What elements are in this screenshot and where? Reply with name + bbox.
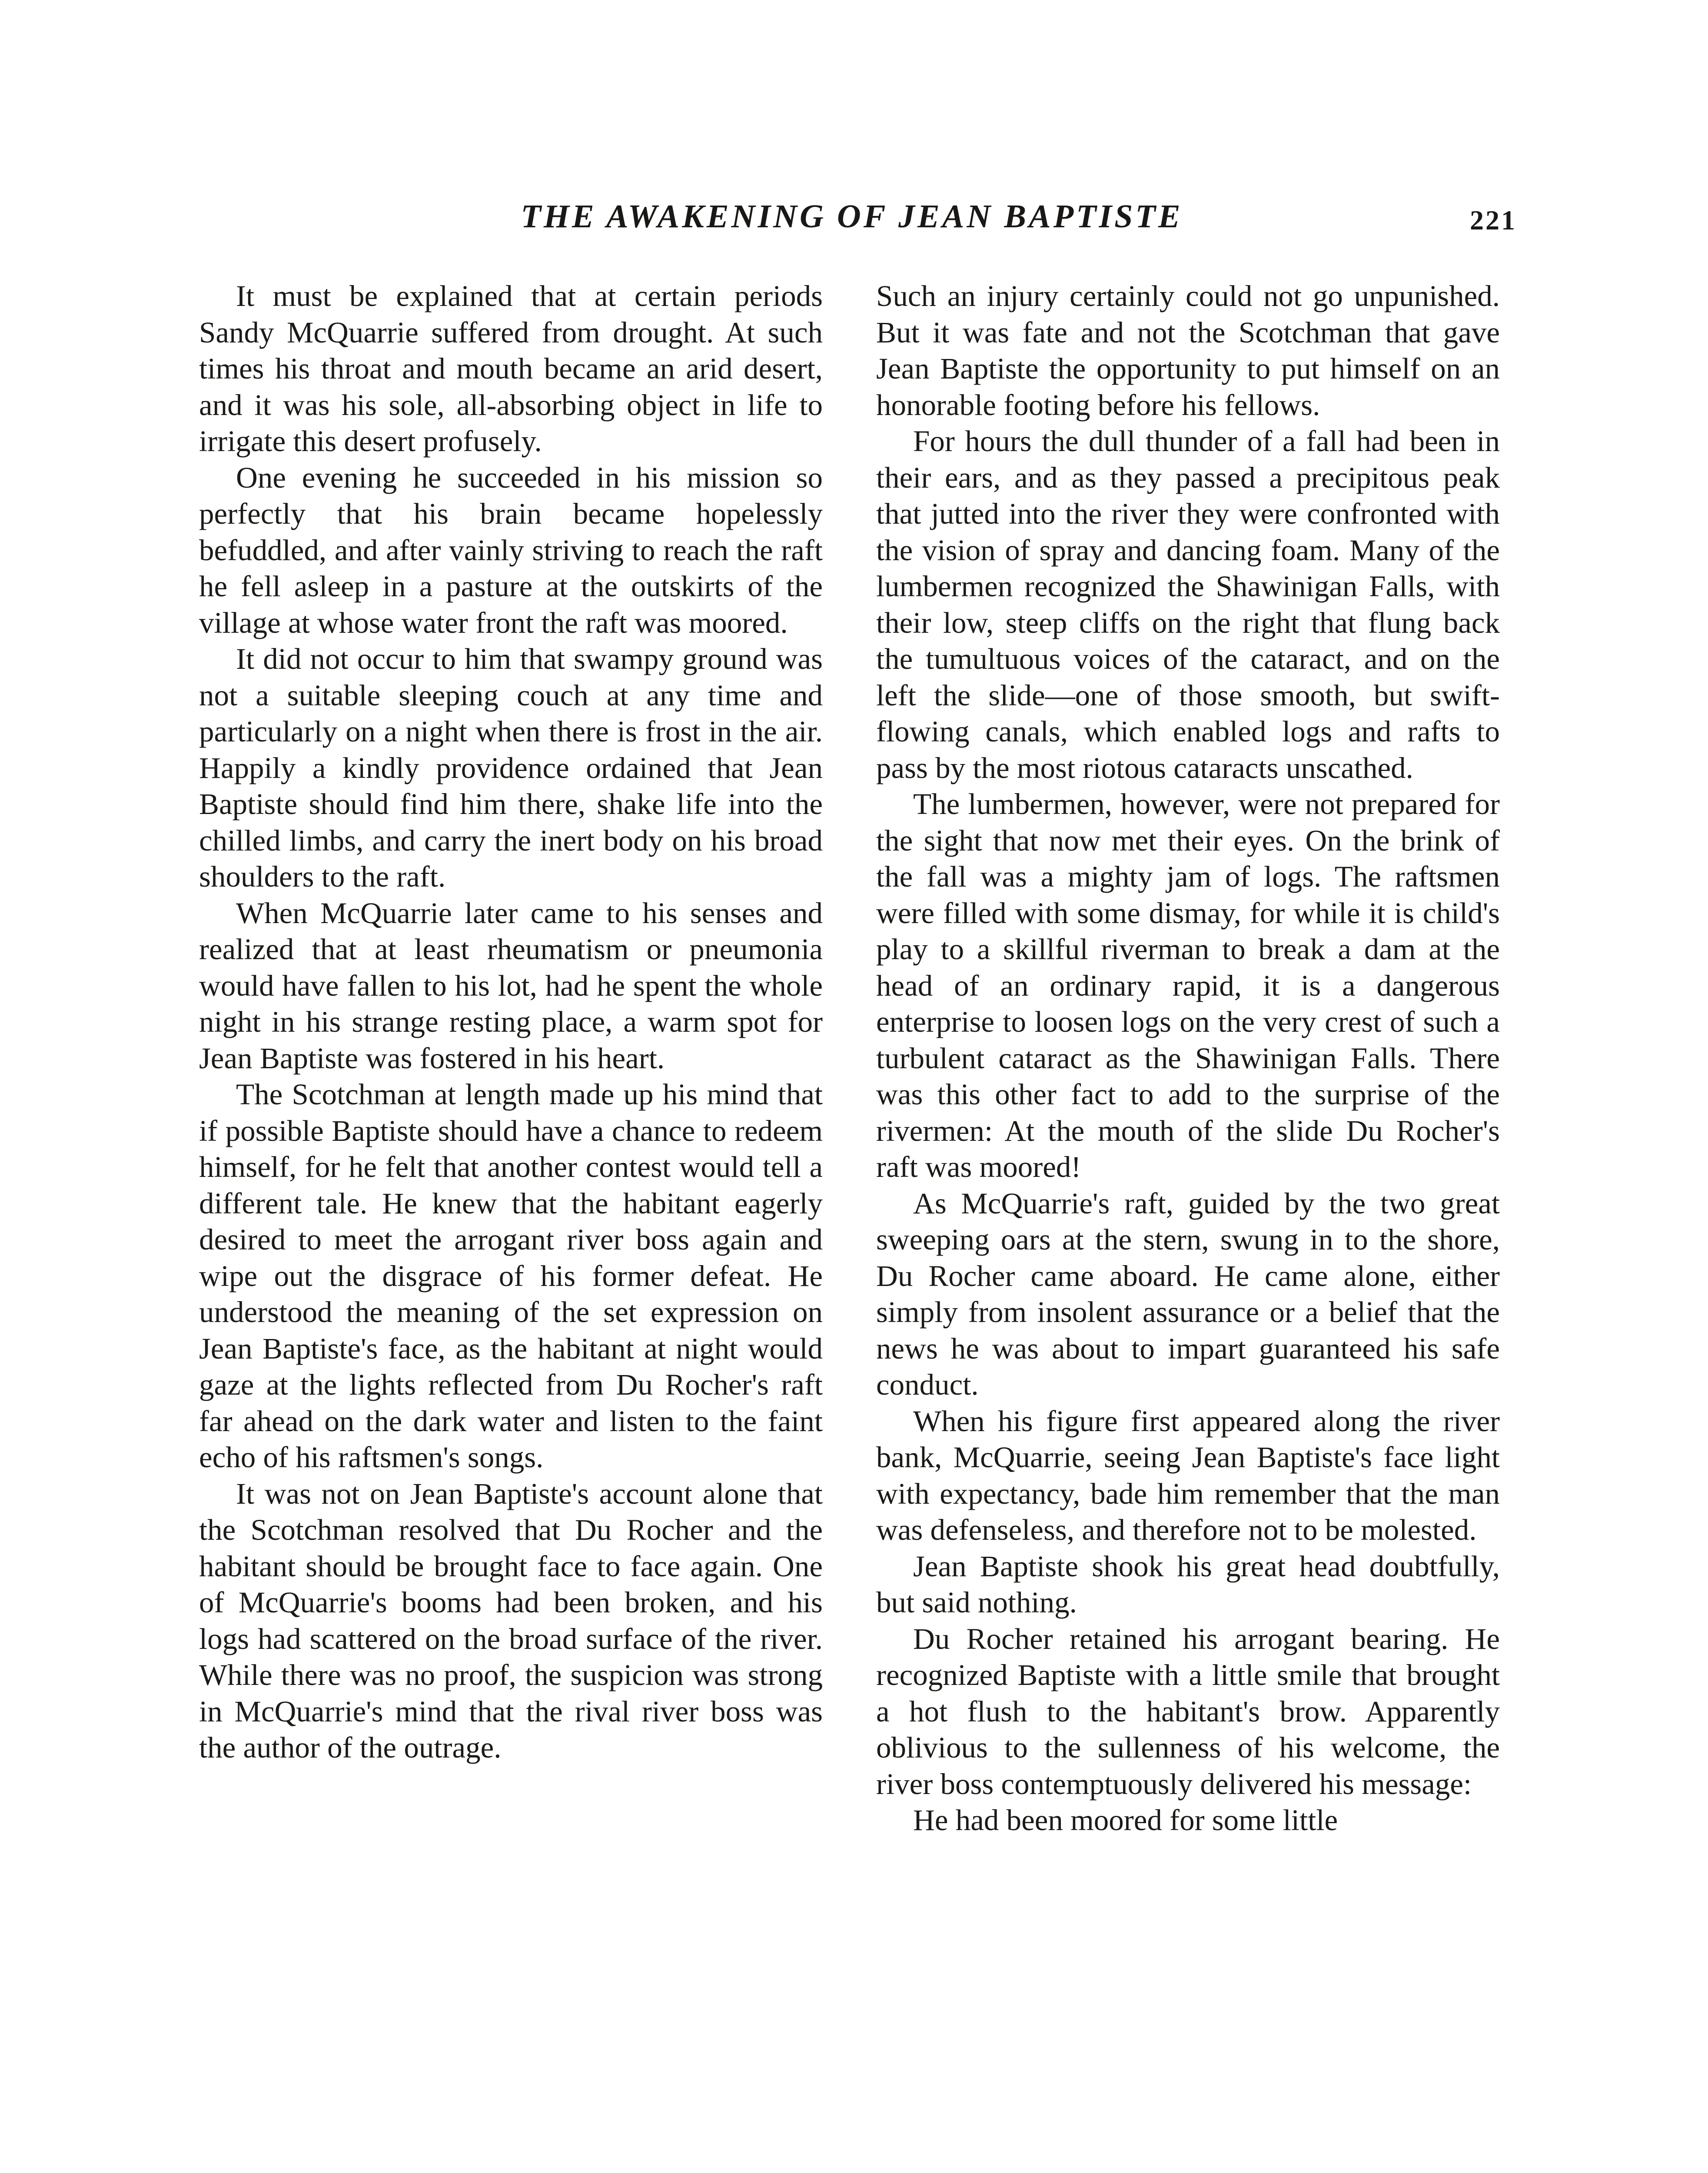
running-head-title: THE AWAKENING OF JEAN BAPTISTE — [521, 198, 1183, 235]
paragraph: The Scotchman at length made up his mind that if possible Baptiste should have a chance to redeem himself, for he felt that another contest would tell a different tale. He knew that the habitant eagerly desired to meet the arrogant river boss again and wipe out the disgrace of his former defeat. He understood the meaning of the set expression on Jean Baptiste's face, as the habitant at night would gaze at the lights reflected from Du Rocher's raft far ahead on the dark water and listen to the faint echo of his raftsmen's songs. — [199, 1078, 823, 1474]
paragraph: As McQuarrie's raft, guided by the two great sweeping oars at the stern, swung in to the shore, Du Rocher came aboard. He came alone, either simply from insolent assurance or a belief that the news he was about to impart guaranteed his safe conduct. — [876, 1186, 1500, 1401]
paragraph: It did not occur to him that swampy ground was not a suitable sleeping couch at any time and particularly on a night when there is frost in the air. Happily a kindly providence ordained that Jean Baptiste should find him there, shake life into the chilled limbs, and carry the inert body on his broad shoulders to the raft. — [199, 642, 823, 893]
paragraph: It was not on Jean Baptiste's account alone that the Scotchman resolved that Du Rocher and the habitant should be brought face to face again. One of McQuarrie's booms had been broken, and his logs had scattered on the broad surface of the river. While there was no proof, the suspicion was strong in McQuarrie's mind that the rival river boss was the author of the outrage. — [199, 1477, 823, 1764]
paragraph: For hours the dull thunder of a fall had been in their ears, and as they passed a precipitous peak that jutted into the river they were confronted with the vision of spray and dancing foam. Many of the lumbermen recognized the Shawinigan Falls, with their low, steep cliffs on the right that flung back the tumultuous voices of the cataract, and on the left the slide—one of those smooth, but swift-flowing canals, which enabled logs and rafts to pass by the most riotous cataracts unscathed. — [876, 425, 1500, 784]
paragraph-continued: Such an injury certainly could not go unpunished. But it was fate and not the Scotchman that gave Jean Baptiste the opportunity to put himself on an honorable footing before his fellows. — [876, 279, 1500, 422]
page-number: 221 — [1470, 205, 1517, 236]
paragraph: The lumbermen, however, were not prepared for the sight that now met their eyes. On the brink of the fall was a mighty jam of logs. The raftsmen were filled with some dismay, for while it is child's play to a skillful riverman to break a dam at the head of an ordinary rapid, it is a dangerous enterprise to loosen logs on the very crest of such a turbulent cataract as the Shawinigan Falls. There was this other fact to add to the surprise of the rivermen: At the mouth of the slide Du Rocher's raft was moored! — [876, 787, 1500, 1183]
paragraph: Jean Baptiste shook his great head doubtfully, but said nothing. — [876, 1549, 1500, 1619]
left-text-column — [199, 278, 823, 1766]
paragraph: It must be explained that at certain periods Sandy McQuarrie suffered from drought. At such times his throat and mouth became an arid desert, and it was his sole, all-absorbing object in life to irrigate this desert profusely. — [199, 279, 823, 458]
paragraph: Du Rocher retained his arrogant bearing. He recognized Baptiste with a little smile that brought a hot flush to the habitant's brow. Apparently oblivious to the sullenness of his welcome, the river boss contemptuously delivered his message: — [876, 1622, 1500, 1801]
paragraph: When McQuarrie later came to his senses and realized that at least rheumatism or pneumonia would have fallen to his lot, had he spent the whole night in his strange resting place, a warm spot for Jean Baptiste was fostered in his heart. — [199, 896, 823, 1075]
paragraph: When his figure first appeared along the river bank, McQuarrie, seeing Jean Baptiste's face light with expectancy, bade him remember that the man was defenseless, and therefore not to be molested. — [876, 1404, 1500, 1546]
paragraph: He had been moored for some little — [913, 1804, 1338, 1837]
paragraph: One evening he succeeded in his mission so perfectly that his brain became hopelessly befuddled, and after vainly striving to reach the raft he fell asleep in a pasture at the outskirts of the village at whose water front the raft was moored. — [199, 461, 823, 639]
right-text-column — [876, 278, 1500, 1839]
